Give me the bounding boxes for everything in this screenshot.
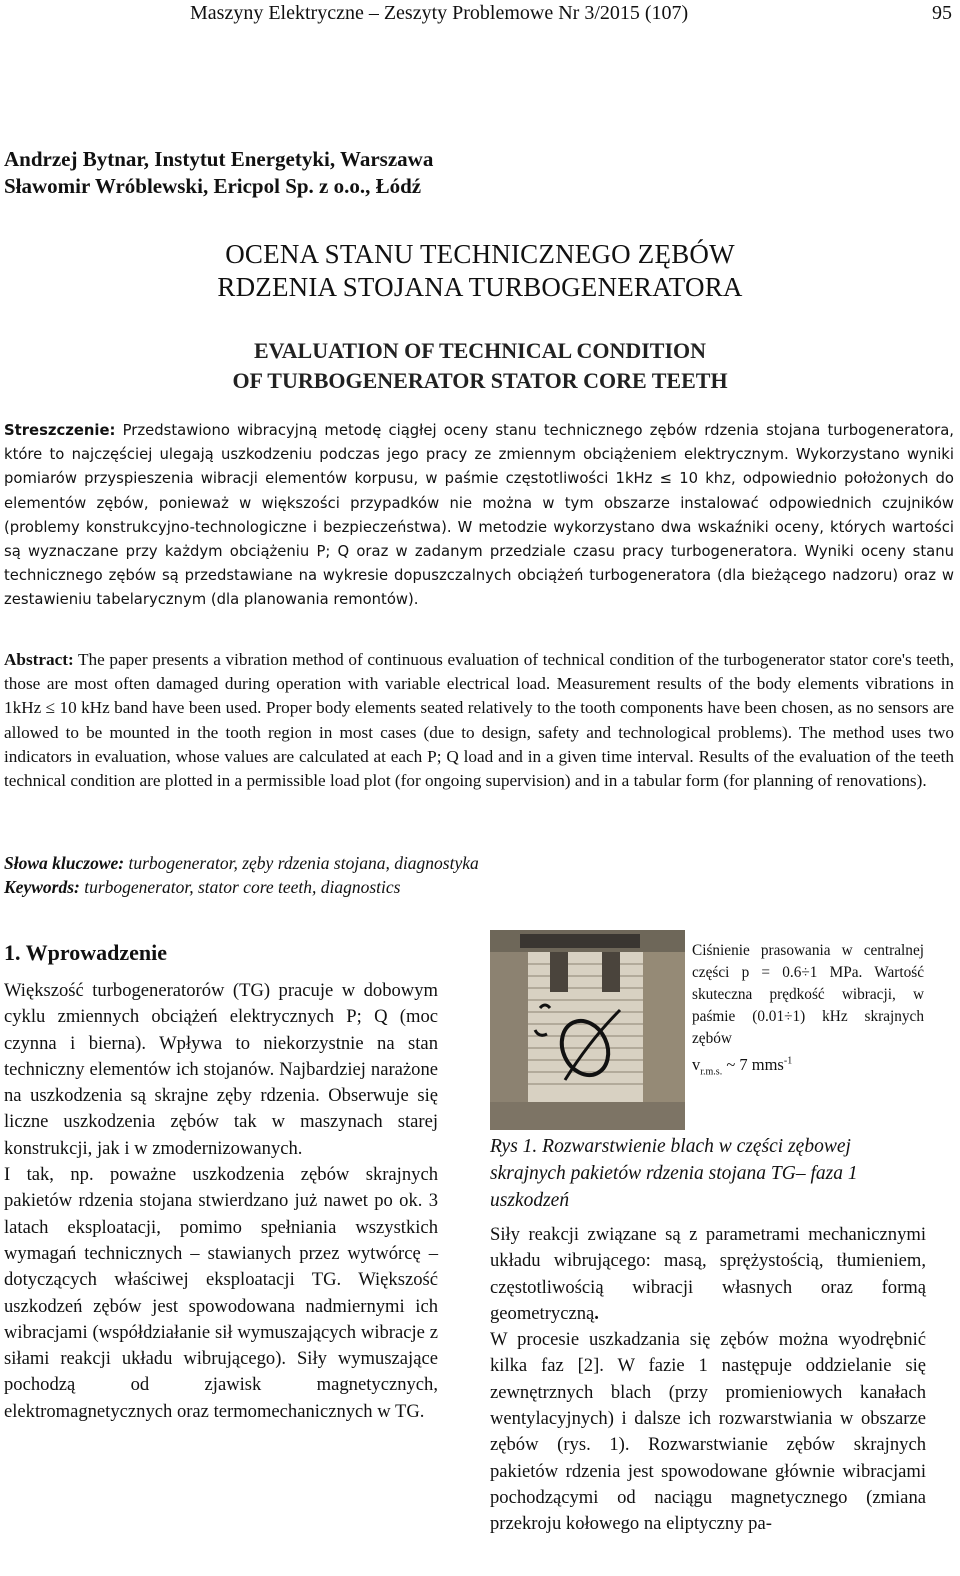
right-column-text xyxy=(490,1222,926,1538)
author-line-2: Sławomir Wróblewski, Ericpol Sp. z o.o., Łódź xyxy=(4,174,422,198)
title-polish xyxy=(0,238,960,304)
keywords-polish xyxy=(4,853,479,874)
abstract-label: Abstract: xyxy=(4,650,74,669)
stator-teeth-photo-drawing xyxy=(490,930,685,1130)
right-paragraph-1 xyxy=(490,1222,926,1327)
left-column-text xyxy=(4,978,438,1425)
keywords-pl-text: turbogenerator, zęby rdzenia stojana, diagnostyka xyxy=(124,853,479,873)
streszczenie-text: Przedstawiono wibracyjną metodę ciągłej oceny stanu technicznego zębów rdzenia stojana turbogeneratora, które to najczęściej ulegają uszkodzeniu podczas jego pracy ze zmiennym obciążeniem elektrycznym. Wykorzystano wyniki pomiarów przyspieszenia wibracji elementów korpusu, w paśmie częstotliwości 1kHz ≤ 10 khz, odpowiednio położonych do elementów zębów, ponieważ w większości przypadków nie można w tym obszarze instalować odpowiednich czujników (problemy konstrukcyjno-technologiczne i bezpieczeństwa). W metodzie wykorzystano dwa wskaźniki oceny, których wartości są wyznaczane przy każdym obciążeniu P; Q oraz w zadanym przedziale czasu pracy turbogeneratora. Wyniki oceny stanu technicznego zębów są przedstawiane na wykresie dopuszczalnych obciążeń turbogeneratora (dla bieżącego nadzoru) oraz w zestawieniu tabelarycznym (dla planowania remontów). xyxy=(4,422,954,609)
figure-annotation xyxy=(692,940,924,1083)
right-paragraph-1-text: Siły reakcji związane są z parametrami mechanicznymi układu wibrującego: masą, sprężystością, tłumieniem, częstotliwością wibracji własnych oraz formą geometryczną xyxy=(490,1224,926,1324)
section1-paragraph-1: Większość turbogeneratorów (TG) pracuje w dobowym cyklu zmiennych obciążeń elektrycznych P; Q (moc czynna i bierna). Wpływa to niekorzystnie na stan techniczny elementów ich stojanów. Najbardziej narażone na uszkodzenia są skrajne zęby rdzenia. Obserwuje się liczne uszkodzenia zębów tak w maszynach starej konstrukcji, jak i w zmodernizowanych. xyxy=(4,980,438,1159)
abstract-text: The paper presents a vibration method of continuous evaluation of technical condition of the turbogenerator stator core's teeth, those are most often damaged during operation with variable electrical load. Measurement results of the body elements vibrations in 1kHz ≤ 10 kHz band have been used. Proper body elements seated relatively to the tooth components have been chosen, as no sensors are allowed to be mounted in the tooth region in most cases (due to design, safety and technological problems). The method uses two indicators in evaluation, whose values are calculated at each P; Q load and in a given time interval. Results of the evaluation of the teeth technical condition are plotted in a permissible load plot (for ongoing supervision) and in a tabular form (for planning of renovations). xyxy=(4,650,954,791)
vrms-symbol: v xyxy=(692,1054,701,1074)
vrms-formula xyxy=(692,1054,793,1077)
title-pl-line-2: RDZENIA STOJANA TURBOGENERATORA xyxy=(217,272,743,302)
figure-note-text: Ciśnienie prasowania w centralnej części p = 0.6÷1 MPa. Wartość skuteczna prędkość wibracji, w paśmie (0.01÷1) kHz skrajnych zębów xyxy=(692,942,924,1047)
figure-caption: Rys 1. Rozwarstwienie blach w części zębowej skrajnych pakietów rdzenia stojana TG– faza 1 uszkodzeń xyxy=(490,1136,858,1211)
title-en-line-2: OF TURBOGENERATOR STATOR CORE TEETH xyxy=(232,368,728,393)
vrms-subscript: r.m.s. xyxy=(700,1065,723,1077)
vrms-value: ~ 7 mms xyxy=(722,1054,784,1074)
section1-paragraph-2: I tak, np. poważne uszkodzenia zębów skrajnych pakietów rdzenia stojana stwierdzano już nawet po ok. 3 latach eksploatacji, pomimo spełniania wszystkich wymagań technicznych – stawianych przez wytwórcę – dotyczących właściwej eksploatacji TG. Większość uszkodzeń zębów jest spowodowana nadmiernymi ich wibracjami (współdziałanie sił wymuszających wibracje z siłami reakcji układu wibrującego). Siły wymuszające pochodzą od zjawisk magnetycznych, elektromagnetycznych oraz termomechanicznych w TG. xyxy=(4,1164,438,1422)
streszczenie-paragraph xyxy=(4,419,954,613)
title-english xyxy=(0,336,960,396)
right-paragraph-2: W procesie uszkadzania się zębów można wyodrębnić kilka faz [2]. W fazie 1 następuje oddzielanie się zewnętrznych blach (przy promieniowych kanałach wentylacyjnych) i dalsze ich rozwarstwiania w obszarze zębów (rys. 1). Rozwarstwianie zębów skrajnych pakietów rdzenia jest spowodowane głównie wibracjami pochodzącymi od naciągu magnetycznego (zmiana przekroju kołowego na eliptyczny pa- xyxy=(490,1329,926,1535)
keywords-en-label: Keywords: xyxy=(4,877,80,897)
title-pl-line-1: OCENA STANU TECHNICZNEGO ZĘBÓW xyxy=(225,239,735,269)
author-line-1: Andrzej Bytnar, Instytut Energetyki, Warszawa xyxy=(4,147,434,171)
keywords-english xyxy=(4,877,400,898)
stator-teeth-photo xyxy=(490,930,685,1130)
keywords-en-text: turbogenerator, stator core teeth, diagnostics xyxy=(79,877,401,897)
abstract-paragraph xyxy=(4,648,954,793)
keywords-pl-label: Słowa kluczowe: xyxy=(4,853,125,873)
page-number: 95 xyxy=(932,2,952,24)
authors xyxy=(4,146,433,200)
title-en-line-1: EVALUATION OF TECHNICAL CONDITION xyxy=(253,338,707,363)
journal-header: Maszyny Elektryczne – Zeszyty Problemowe Nr 3/2015 (107) xyxy=(190,2,689,24)
right-paragraph-1-end: . xyxy=(594,1302,599,1324)
streszczenie-label: Streszczenie: xyxy=(4,422,116,439)
vrms-superscript: -1 xyxy=(783,1055,793,1066)
section-title: 1. Wprowadzenie xyxy=(4,940,167,965)
